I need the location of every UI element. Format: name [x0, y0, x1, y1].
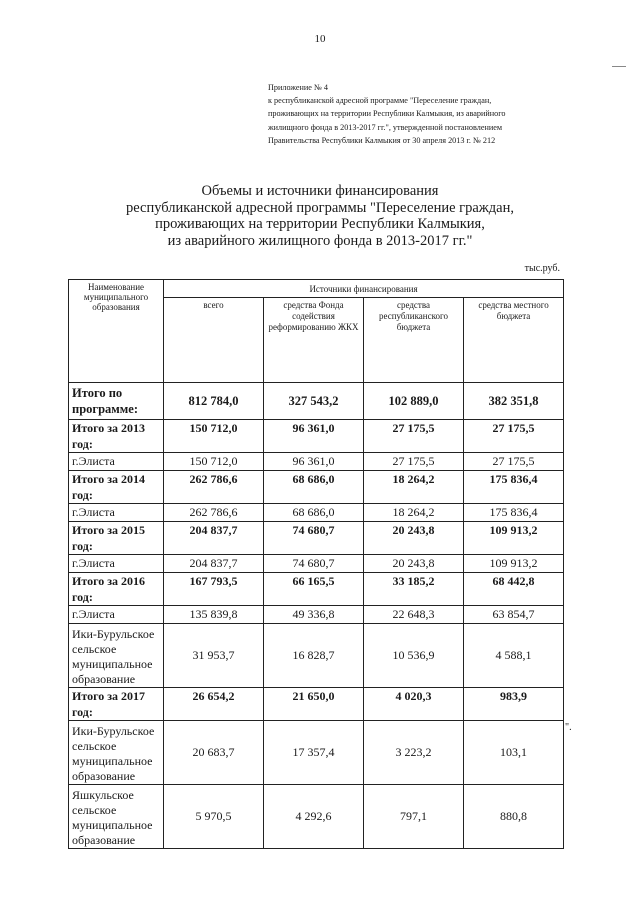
- cell-total: 812 784,0: [164, 383, 264, 420]
- cell-republic: 22 648,3: [364, 606, 464, 624]
- cell-total: 20 683,7: [164, 721, 264, 785]
- table-row: [69, 420, 564, 453]
- cell-republic: 3 223,2: [364, 721, 464, 785]
- cell-total: 204 837,7: [164, 522, 264, 555]
- cell-fund: 66 165,5: [264, 573, 364, 606]
- cell-local: 27 175,5: [464, 453, 564, 471]
- table-row: [69, 721, 564, 785]
- cell-local: 63 854,7: [464, 606, 564, 624]
- cell-republic: 4 020,3: [364, 688, 464, 721]
- row-name: Итого за 2017 год:: [69, 688, 164, 721]
- annex-line: Приложение № 4: [268, 83, 328, 92]
- cell-republic: 18 264,2: [364, 504, 464, 522]
- cell-fund: 96 361,0: [264, 453, 364, 471]
- table-row: [69, 785, 564, 849]
- cell-fund: 74 680,7: [264, 555, 364, 573]
- table-row: [69, 688, 564, 721]
- financing-table: [68, 279, 564, 849]
- table-row: [69, 453, 564, 471]
- cell-republic: 10 536,9: [364, 624, 464, 688]
- title-line: из аварийного жилищного фонда в 2013-2017 гг.": [167, 232, 473, 249]
- table-row: [69, 573, 564, 606]
- annex-line: проживающих на территории Республики Калмыкия, из аварийного: [268, 109, 506, 119]
- header-fund: средства Фонда содействия реформированию ЖКХ: [264, 298, 364, 383]
- document-title: [0, 183, 640, 249]
- title-line: Объемы и источники финансирования: [201, 183, 439, 199]
- cell-total: 150 712,0: [164, 420, 264, 453]
- header-name: Наименование муниципального образования: [69, 280, 164, 383]
- cell-republic: 797,1: [364, 785, 464, 849]
- row-name: Итого за 2013 год:: [69, 420, 164, 453]
- title-line: проживающих на территории Республики Калмыкия,: [155, 216, 485, 232]
- cell-republic: 20 243,8: [364, 555, 464, 573]
- cell-republic: 33 185,2: [364, 573, 464, 606]
- cell-local: 109 913,2: [464, 522, 564, 555]
- row-name: Ики-Бурульское сельское муниципальное образование: [69, 721, 164, 785]
- cell-republic: 102 889,0: [364, 383, 464, 420]
- row-name: Итого за 2015 год:: [69, 522, 164, 555]
- cell-local: 68 442,8: [464, 573, 564, 606]
- header-sources: Источники финансирования: [164, 280, 564, 298]
- cell-local: 880,8: [464, 785, 564, 849]
- row-name: г.Элиста: [69, 504, 164, 522]
- cell-total: 262 786,6: [164, 504, 264, 522]
- cell-total: 5 970,5: [164, 785, 264, 849]
- table-row: [69, 383, 564, 420]
- cell-fund: 68 686,0: [264, 504, 364, 522]
- header-total: всего: [164, 298, 264, 383]
- row-name: г.Элиста: [69, 606, 164, 624]
- annex-line: жилищного фонда в 2013-2017 гг.", утвержденной постановлением: [268, 122, 503, 132]
- cell-local: 27 175,5: [464, 420, 564, 453]
- cell-fund: 17 357,4: [264, 721, 364, 785]
- cell-fund: 21 650,0: [264, 688, 364, 721]
- cell-republic: 18 264,2: [364, 471, 464, 504]
- cell-fund: 327 543,2: [264, 383, 364, 420]
- row-name: Итого по программе:: [69, 383, 164, 420]
- table-row: [69, 606, 564, 624]
- cell-total: 135 839,8: [164, 606, 264, 624]
- row-name: Итого за 2016 год:: [69, 573, 164, 606]
- cell-fund: 16 828,7: [264, 624, 364, 688]
- cell-local: 4 588,1: [464, 624, 564, 688]
- cell-total: 204 837,7: [164, 555, 264, 573]
- table-row: [69, 555, 564, 573]
- cell-local: 175 836,4: [464, 504, 564, 522]
- cell-local: 109 913,2: [464, 555, 564, 573]
- row-name: г.Элиста: [69, 453, 164, 471]
- cell-republic: 20 243,8: [364, 522, 464, 555]
- units-label: тыс.руб.: [524, 263, 560, 274]
- row-name: Ики-Бурульское сельское муниципальное образование: [69, 624, 164, 688]
- title-line: республиканской адресной программы "Переселение граждан,: [125, 199, 515, 216]
- cell-fund: 68 686,0: [264, 471, 364, 504]
- cell-total: 31 953,7: [164, 624, 264, 688]
- row-name: Итого за 2014 год:: [69, 471, 164, 504]
- cell-total: 167 793,5: [164, 573, 264, 606]
- cell-fund: 96 361,0: [264, 420, 364, 453]
- cell-fund: 49 336,8: [264, 606, 364, 624]
- header-republic: средства республиканского бюджета: [364, 298, 464, 383]
- annex-line: Правительства Республики Калмыкия от 30 апреля 2013 г. № 212: [268, 135, 496, 145]
- annex-note: [268, 81, 568, 147]
- cell-local: 983,9: [464, 688, 564, 721]
- scan-mark: [612, 66, 626, 67]
- page-number: 10: [314, 33, 326, 45]
- cell-local: 103,1: [464, 721, 564, 785]
- cell-local: 382 351,8: [464, 383, 564, 420]
- header-local: средства местного бюджета: [464, 298, 564, 383]
- cell-republic: 27 175,5: [364, 453, 464, 471]
- table-row: [69, 624, 564, 688]
- cell-fund: 4 292,6: [264, 785, 364, 849]
- table-row: [69, 504, 564, 522]
- table-row: [69, 522, 564, 555]
- row-name: Яшкульское сельское муниципальное образование: [69, 785, 164, 849]
- cell-republic: 27 175,5: [364, 420, 464, 453]
- annex-line: к республиканской адресной программе "Переселение граждан,: [268, 96, 492, 106]
- closing-mark: ".: [565, 722, 572, 733]
- cell-total: 150 712,0: [164, 453, 264, 471]
- table-row: [69, 471, 564, 504]
- cell-total: 26 654,2: [164, 688, 264, 721]
- cell-local: 175 836,4: [464, 471, 564, 504]
- cell-total: 262 786,6: [164, 471, 264, 504]
- cell-fund: 74 680,7: [264, 522, 364, 555]
- row-name: г.Элиста: [69, 555, 164, 573]
